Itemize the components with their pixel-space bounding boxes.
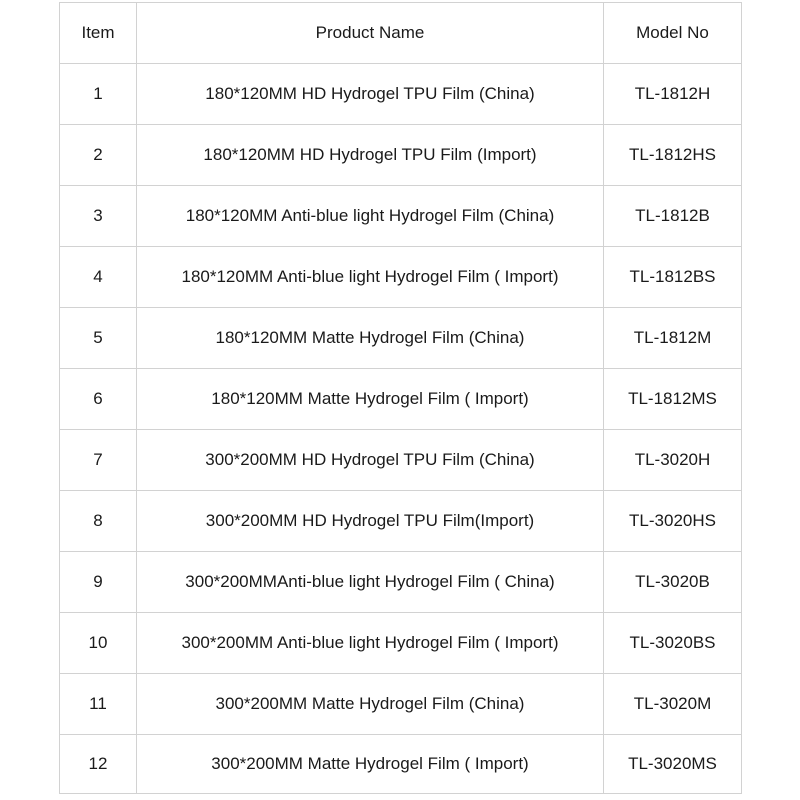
model-number: TL-3020HS: [604, 491, 742, 552]
product-table: [59, 2, 742, 794]
model-number: TL-1812MS: [604, 369, 742, 430]
product-name: 300*200MMAnti-blue light Hydrogel Film ( China): [137, 552, 604, 613]
model-number: TL-3020B: [604, 552, 742, 613]
product-name: 300*200MM Matte Hydrogel Film (China): [137, 674, 604, 735]
table-row: [60, 64, 742, 125]
item-number: 4: [60, 247, 137, 308]
item-number: 12: [60, 735, 137, 794]
item-number: 7: [60, 430, 137, 491]
table-row: [60, 125, 742, 186]
model-number: TL-3020BS: [604, 613, 742, 674]
product-name: 180*120MM Matte Hydrogel Film (China): [137, 308, 604, 369]
model-number: TL-1812M: [604, 308, 742, 369]
product-name: 180*120MM Matte Hydrogel Film ( Import): [137, 369, 604, 430]
header-item: Item: [60, 3, 137, 64]
model-number: TL-1812B: [604, 186, 742, 247]
product-name: 180*120MM HD Hydrogel TPU Film (Import): [137, 125, 604, 186]
item-number: 2: [60, 125, 137, 186]
table-row: [60, 369, 742, 430]
model-number: TL-3020MS: [604, 735, 742, 794]
table-row: [60, 247, 742, 308]
model-number: TL-3020M: [604, 674, 742, 735]
item-number: 11: [60, 674, 137, 735]
product-table-container: [59, 2, 741, 794]
item-number: 10: [60, 613, 137, 674]
table-row: [60, 186, 742, 247]
model-number: TL-3020H: [604, 430, 742, 491]
product-name: 180*120MM Anti-blue light Hydrogel Film ( Import): [137, 247, 604, 308]
table-header-row: [60, 3, 742, 64]
product-name: 300*200MM Anti-blue light Hydrogel Film ( Import): [137, 613, 604, 674]
header-product-name: Product Name: [137, 3, 604, 64]
product-name: 180*120MM HD Hydrogel TPU Film (China): [137, 64, 604, 125]
product-name: 300*200MM Matte Hydrogel Film ( Import): [137, 735, 604, 794]
table-row: [60, 735, 742, 794]
item-number: 3: [60, 186, 137, 247]
item-number: 9: [60, 552, 137, 613]
item-number: 5: [60, 308, 137, 369]
table-row: [60, 491, 742, 552]
product-name: 180*120MM Anti-blue light Hydrogel Film (China): [137, 186, 604, 247]
product-name: 300*200MM HD Hydrogel TPU Film(Import): [137, 491, 604, 552]
table-row: [60, 613, 742, 674]
table-row: [60, 552, 742, 613]
item-number: 1: [60, 64, 137, 125]
model-number: TL-1812BS: [604, 247, 742, 308]
product-name: 300*200MM HD Hydrogel TPU Film (China): [137, 430, 604, 491]
model-number: TL-1812H: [604, 64, 742, 125]
model-number: TL-1812HS: [604, 125, 742, 186]
table-row: [60, 308, 742, 369]
table-row: [60, 674, 742, 735]
table-row: [60, 430, 742, 491]
header-model-no: Model No: [604, 3, 742, 64]
item-number: 6: [60, 369, 137, 430]
item-number: 8: [60, 491, 137, 552]
